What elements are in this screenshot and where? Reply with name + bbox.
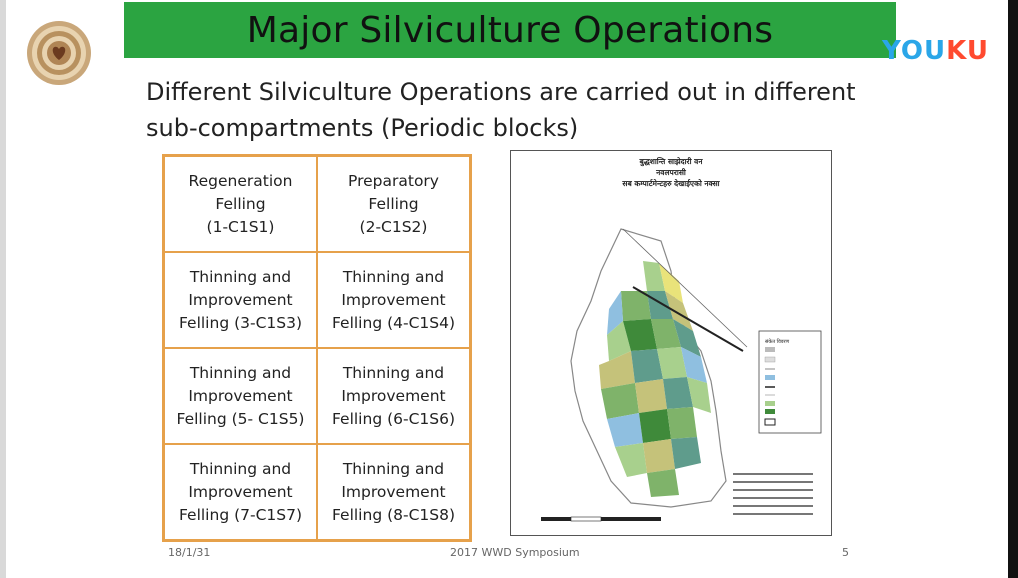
- block-c122: [615, 443, 647, 477]
- right-frame-edge: [1008, 0, 1018, 578]
- table-cell-regeneration: Regeneration Felling (1-C1S1): [164, 156, 317, 252]
- table-cell-thinning-5: Thinning and Improvement Felling (5- C1S5): [164, 348, 317, 444]
- footer-event: 2017 WWD Symposium: [450, 546, 580, 559]
- block-c121: [667, 407, 697, 439]
- watermark-part-2: KU: [946, 36, 989, 66]
- map-drawing: [511, 151, 831, 535]
- block-c123: [643, 439, 675, 473]
- map-legend: [759, 331, 821, 433]
- table-cell-thinning-7: Thinning and Improvement Felling (7-C1S7): [164, 444, 317, 540]
- legend-heading: संकेत विवरण: [765, 339, 790, 345]
- block-c119: [607, 413, 643, 447]
- left-frame-edge: [0, 0, 6, 578]
- scale-bar: [541, 517, 661, 521]
- forest-map: [510, 150, 832, 536]
- slide-subtitle: Different Silviculture Operations are carried out in different sub-compartments (Periodic blocks): [146, 78, 856, 142]
- page-number: 5: [842, 546, 849, 559]
- table-cell-thinning-6: Thinning and Improvement Felling (6-C1S6): [317, 348, 470, 444]
- map-title-line-2: नवलपरासी: [656, 168, 686, 177]
- watermark-part-1: YOU: [882, 36, 947, 66]
- youku-watermark: [882, 36, 989, 66]
- map-notes: [733, 473, 813, 515]
- map-title-line-1: बुद्धशान्ति साझेदारी वन: [639, 157, 703, 166]
- map-title-line-3: सब कम्पार्टमेन्टहरु देखाईएको नक्सा: [622, 179, 720, 188]
- symposium-logo-icon: [26, 20, 92, 86]
- block-c125: [647, 469, 679, 497]
- table-cell-thinning-4: Thinning and Improvement Felling (4-C1S4): [317, 252, 470, 348]
- slide-title: Major Silviculture Operations: [246, 9, 774, 51]
- table-cell-thinning-8: Thinning and Improvement Felling (8-C1S8): [317, 444, 470, 540]
- block-c115: [601, 383, 639, 419]
- block-c124: [671, 437, 701, 469]
- operations-table: [162, 154, 472, 542]
- footer-date: 18/1/31: [168, 546, 211, 559]
- title-bar: [124, 2, 896, 58]
- block-c120: [639, 409, 671, 443]
- block-c116: [635, 379, 667, 413]
- table-cell-preparatory: Preparatory Felling (2-C1S2): [317, 156, 470, 252]
- table-cell-thinning-3: Thinning and Improvement Felling (3-C1S3): [164, 252, 317, 348]
